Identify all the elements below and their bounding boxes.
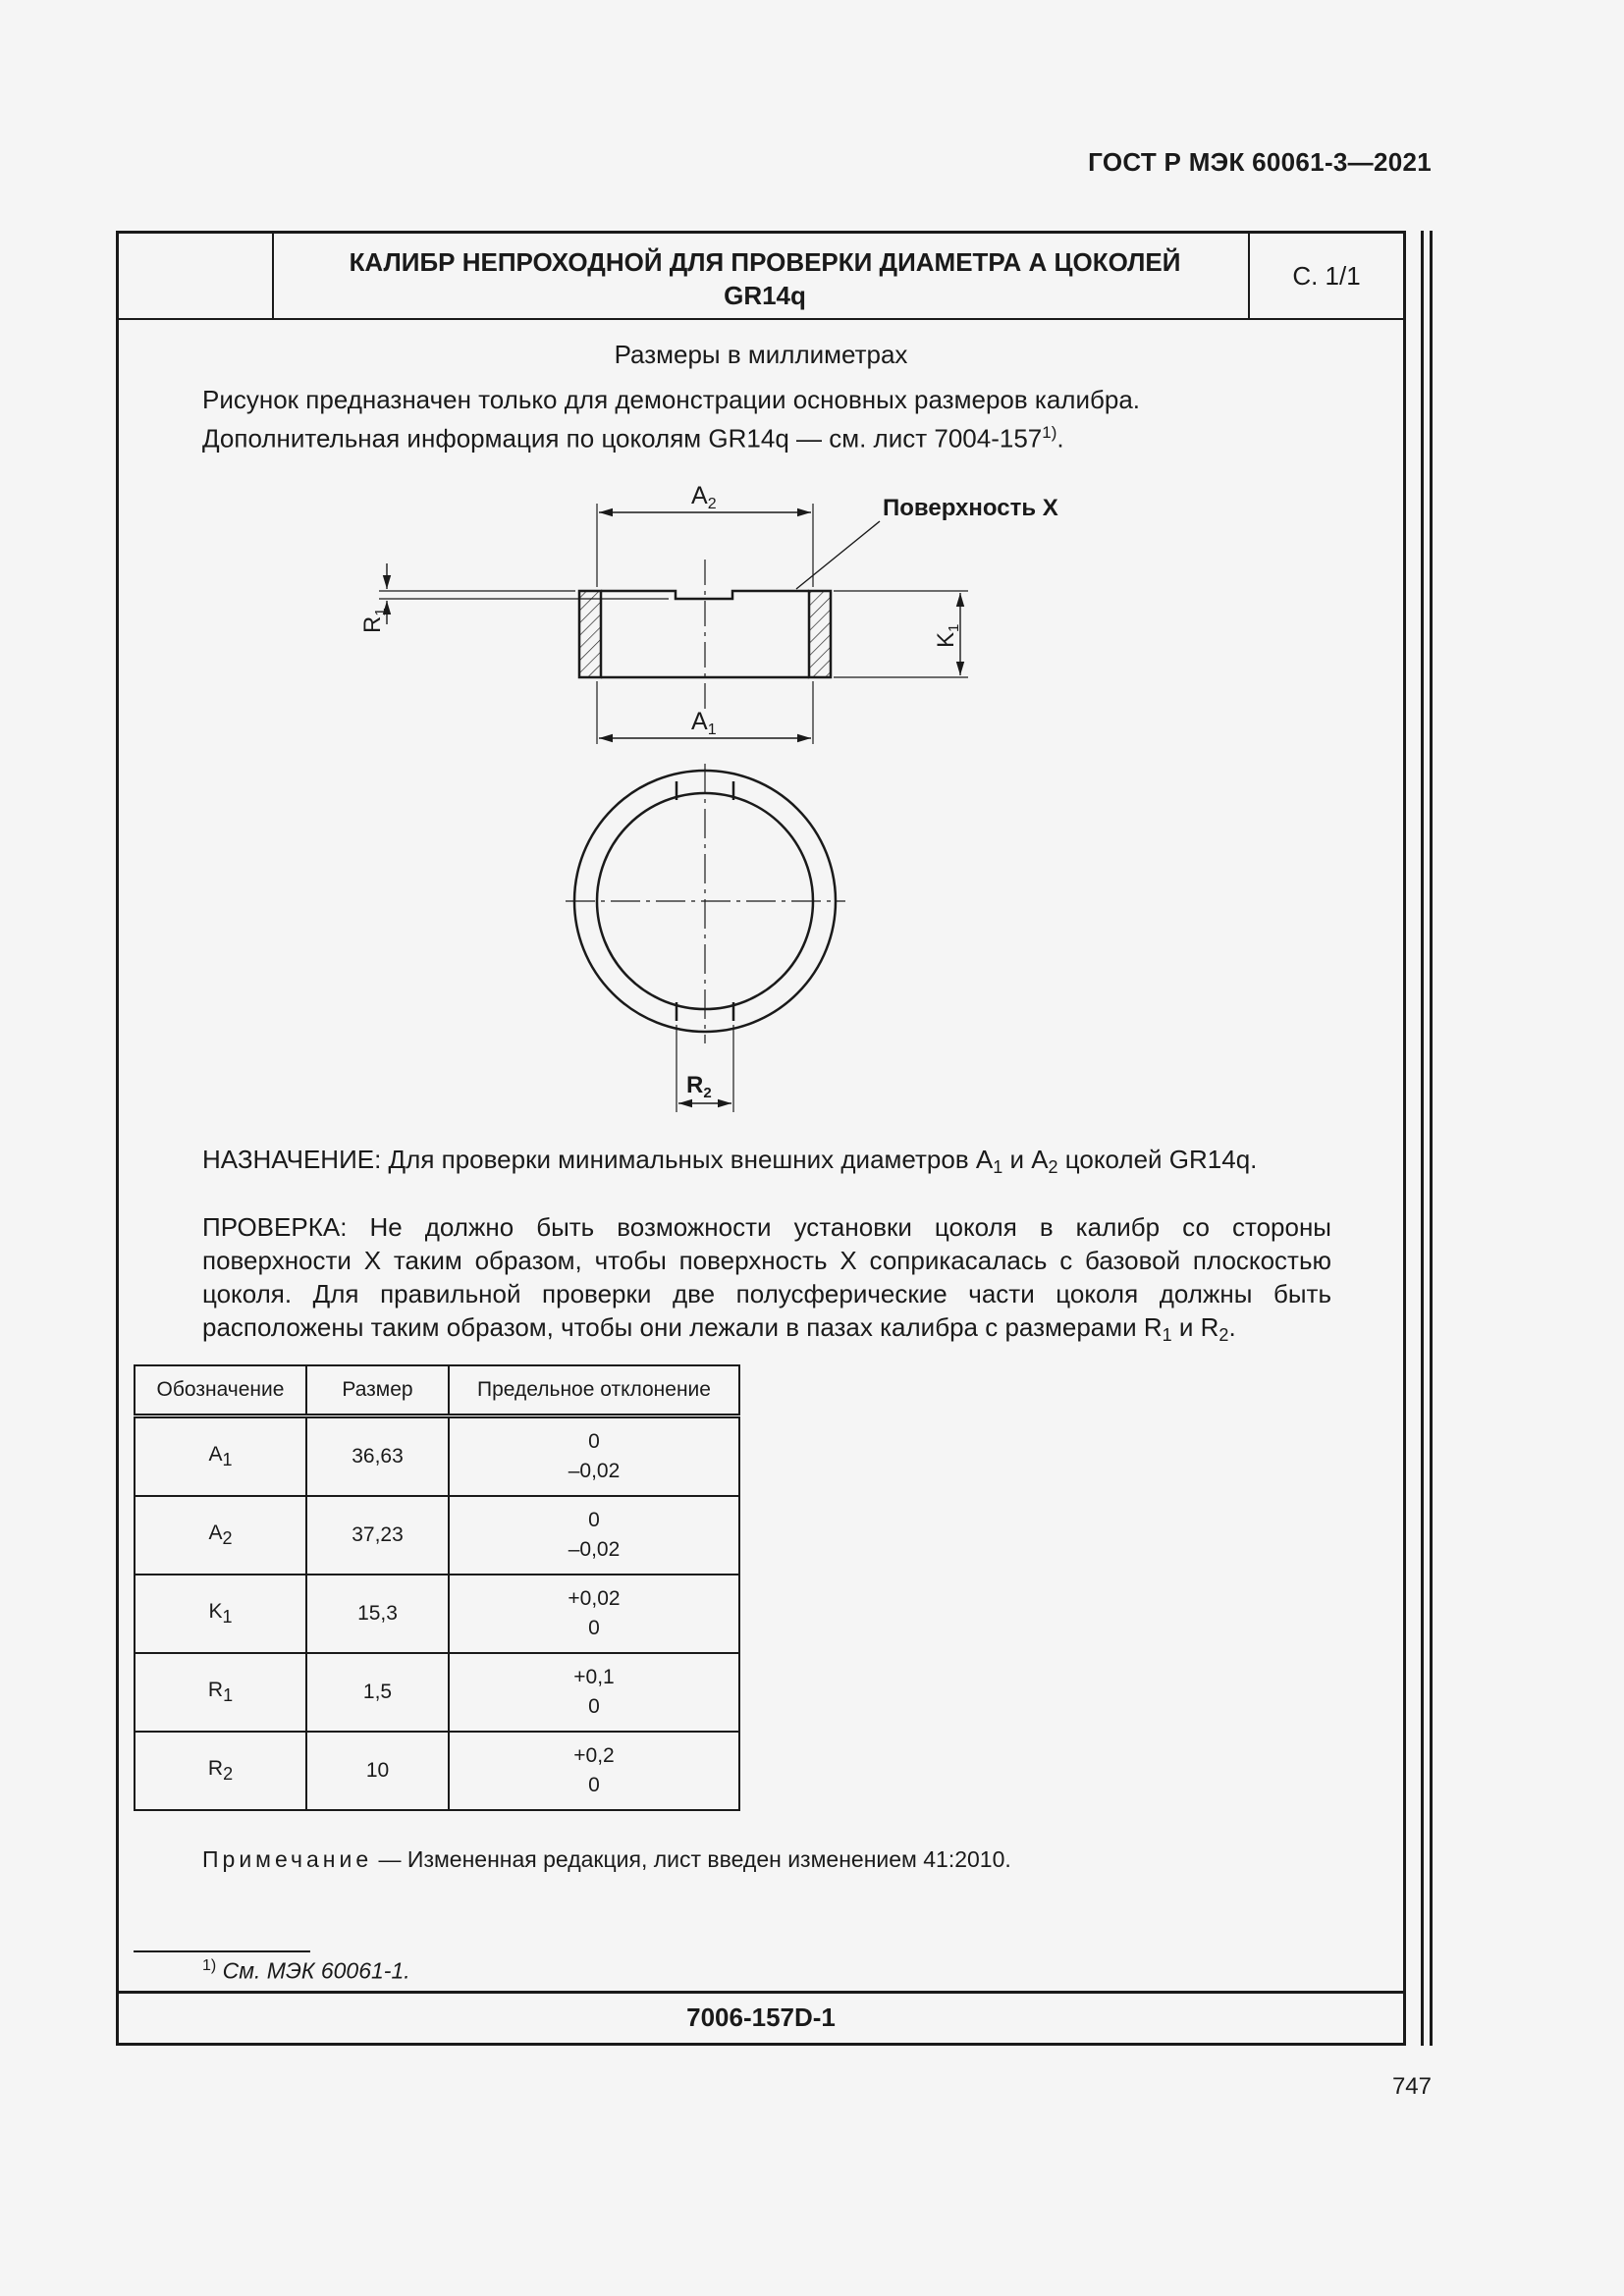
sheet-title-line2: GR14q xyxy=(724,281,806,310)
r2-label: $R_2$ xyxy=(686,1072,712,1101)
gauge-drawing xyxy=(119,234,1409,1117)
symbol-cell: $A_2$ xyxy=(135,1496,306,1575)
page-number: 747 xyxy=(1391,2073,1432,2100)
size-cell: 15,3 xyxy=(306,1575,449,1653)
gauge-plan-view xyxy=(566,764,845,1112)
footnote-ref: 1) xyxy=(1042,423,1057,442)
sheet-frame xyxy=(116,231,1406,2046)
deviation-cell: 0 –0,02 xyxy=(449,1496,739,1575)
table-row xyxy=(135,1416,739,1497)
k1-label: $K_1$ xyxy=(933,623,962,648)
dimensions-table xyxy=(134,1364,740,1811)
deviation-cell: +0,02 0 xyxy=(449,1575,739,1653)
table-row xyxy=(135,1732,739,1810)
surface-x-leader xyxy=(796,521,880,589)
symbol-cell: $K_1$ xyxy=(135,1575,306,1653)
symbol-cell: $R_1$ xyxy=(135,1653,306,1732)
table-header-row xyxy=(135,1365,739,1416)
standard-id: ГОСТ Р МЭК 60061-3—2021 xyxy=(1088,147,1432,177)
table-row xyxy=(135,1496,739,1575)
size-cell: 37,23 xyxy=(306,1496,449,1575)
sheet-number: С. 1/1 xyxy=(1248,234,1403,318)
deviation-cell: +0,1 0 xyxy=(449,1653,739,1732)
right-wall-hatch xyxy=(809,591,831,677)
footnote-separator xyxy=(134,1950,310,1952)
column-header: Предельное отклонение xyxy=(449,1365,739,1416)
table-row xyxy=(135,1575,739,1653)
r1-label: $R_1$ xyxy=(359,608,389,633)
frame-rail xyxy=(1421,231,1424,2046)
a2-label: $A_2$ xyxy=(691,482,717,512)
symbol-cell: $R_2$ xyxy=(135,1732,306,1810)
size-cell: 36,63 xyxy=(306,1416,449,1497)
size-cell: 10 xyxy=(306,1732,449,1810)
sheet-code: 7006-157D-1 xyxy=(119,1991,1403,2043)
check-paragraph: ПРОВЕРКА: Не должно быть возможности установки цоколя в калибр со стороны поверхности X таким образом, чтобы поверхность X соприкасалась с базовой плоскостью цоколя. Для правильной проверки две полусферические части цоколя должны быть расположены таким образом, чтобы они лежали в пазах калибра с размерами $R_1$ и $R_2$. xyxy=(202,1212,1331,1345)
symbol-cell: $A_1$ xyxy=(135,1416,306,1497)
left-wall-hatch xyxy=(579,591,601,677)
table-row xyxy=(135,1653,739,1732)
sheet-title-line1: КАЛИБР НЕПРОХОДНОЙ ДЛЯ ПРОВЕРКИ ДИАМЕТРА А ЦОКОЛЕЙ xyxy=(349,247,1181,277)
deviation-cell: 0 –0,02 xyxy=(449,1416,739,1497)
size-cell: 1,5 xyxy=(306,1653,449,1732)
deviation-cell: +0,2 0 xyxy=(449,1732,739,1810)
surface-x-label: Поверхность X xyxy=(883,495,1058,521)
a1-label: $A_1$ xyxy=(691,708,717,738)
units-note: Размеры в миллиметрах xyxy=(614,340,908,369)
column-header: Обозначение xyxy=(135,1365,306,1416)
gauge-section-view xyxy=(359,482,1058,744)
purpose-paragraph: НАЗНАЧЕНИЕ: Для проверки минимальных внешних диаметров $A_1$ и $A_2$ цоколей GR14q. xyxy=(202,1145,1258,1177)
frame-rail xyxy=(1430,231,1433,2046)
footnote: $^{1)}$ См. МЭК 60061-1. xyxy=(202,1957,410,1984)
intro-line1: Рисунок предназначен только для демонстрации основных размеров калибра. xyxy=(202,385,1141,414)
column-header: Размер xyxy=(306,1365,449,1416)
intro-line2: Дополнительная информация по цоколям GR14q — см. лист 7004-157$^{1)}$. xyxy=(202,423,1064,454)
note: Примечание — Измененная редакция, лист введен изменением 41:2010. xyxy=(202,1846,1011,1872)
